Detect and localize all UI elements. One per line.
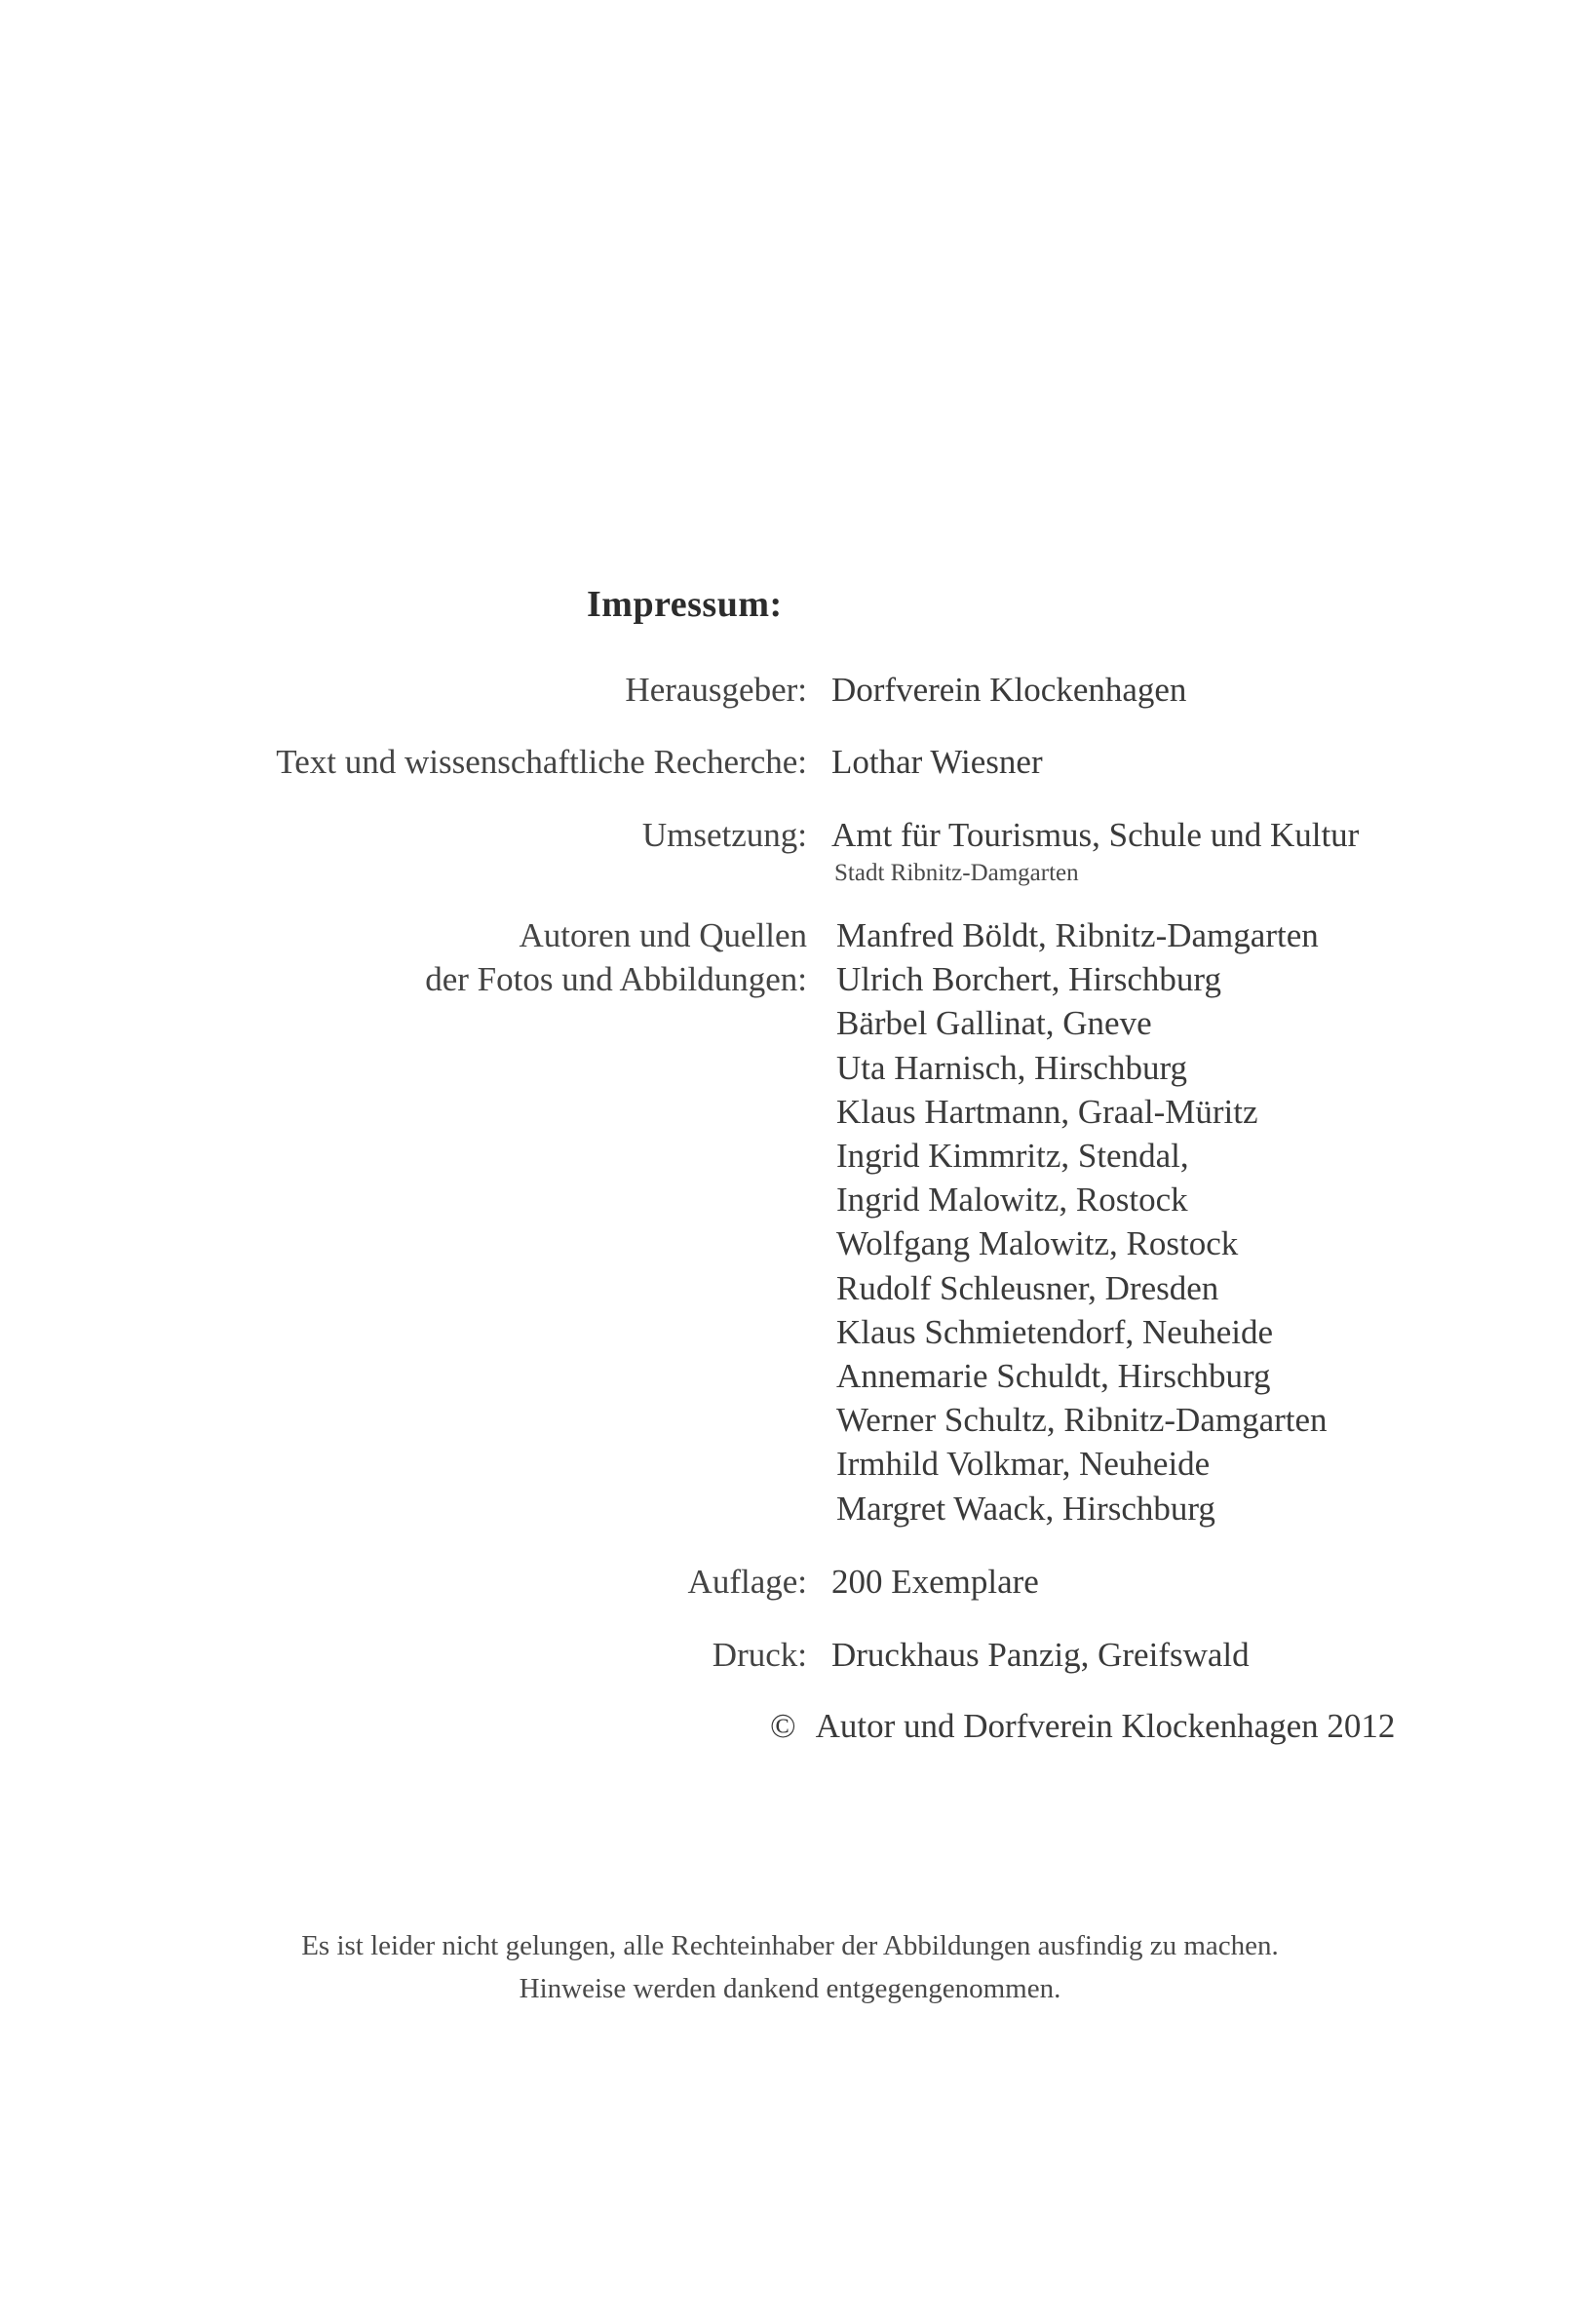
contributor-item: Ingrid Kimmritz, Stendal, — [836, 1137, 1189, 1176]
authors-label-line2: der Fotos und Abbildungen: — [425, 960, 807, 998]
implementation-value: Amt für Tourismus, Schule und Kultur — [831, 816, 1360, 854]
rights-note-line2: Hinweise werden dankend entgegengenommen. — [519, 1973, 1061, 2004]
print-label: Druck: — [712, 1636, 807, 1674]
contributor-item: Manfred Böldt, Ribnitz-Damgarten — [836, 916, 1319, 954]
implementation-label: Umsetzung: — [641, 816, 807, 854]
publisher-label: Herausgeber: — [625, 671, 807, 709]
copyright-line — [770, 1704, 1395, 1748]
edition-label: Auflage: — [687, 1563, 807, 1601]
contributor-item: Margret Waack, Hirschburg — [836, 1489, 1215, 1528]
print-value: Druckhaus Panzig, Greifswald — [831, 1636, 1250, 1674]
contributor-item: Irmhild Volkmar, Neuheide — [836, 1445, 1211, 1484]
text-research-label: Text und wissenschaftliche Recherche: — [276, 743, 807, 781]
edition-value: 200 Exemplare — [831, 1563, 1039, 1601]
contributor-item: Uta Harnisch, Hirschburg — [836, 1048, 1187, 1087]
contributors-list — [836, 913, 1328, 1530]
implementation-subvalue: Stadt Ribnitz-Damgarten — [834, 860, 1079, 886]
contributor-item: Werner Schultz, Ribnitz-Damgarten — [836, 1401, 1328, 1440]
contributor-item: Klaus Schmietendorf, Neuheide — [836, 1312, 1274, 1351]
rights-note-line1: Es ist leider nicht gelungen, alle Rechteinhaber der Abbildungen ausfindig zu machen. — [301, 1930, 1279, 1961]
contributor-item: Klaus Hartmann, Graal-Müritz — [836, 1092, 1258, 1131]
publisher-value: Dorfverein Klockenhagen — [831, 671, 1187, 709]
contributor-item: Ulrich Borchert, Hirschburg — [836, 960, 1221, 999]
authors-label-line1: Autoren und Quellen — [519, 916, 807, 954]
contributor-item: Annemarie Schuldt, Hirschburg — [836, 1357, 1271, 1396]
contributor-item: Ingrid Malowitz, Rostock — [836, 1181, 1188, 1220]
copyright-symbol: © — [770, 1707, 796, 1745]
page-title: Impressum: — [587, 584, 783, 625]
contributor-item: Rudolf Schleusner, Dresden — [836, 1268, 1219, 1307]
rights-note — [0, 1924, 1580, 2010]
text-research-value: Lothar Wiesner — [831, 743, 1043, 781]
contributor-item: Wolfgang Malowitz, Rostock — [836, 1224, 1239, 1263]
copyright-text: Autor und Dorfverein Klockenhagen 2012 — [815, 1707, 1396, 1745]
contributor-item: Bärbel Gallinat, Gneve — [836, 1004, 1152, 1043]
